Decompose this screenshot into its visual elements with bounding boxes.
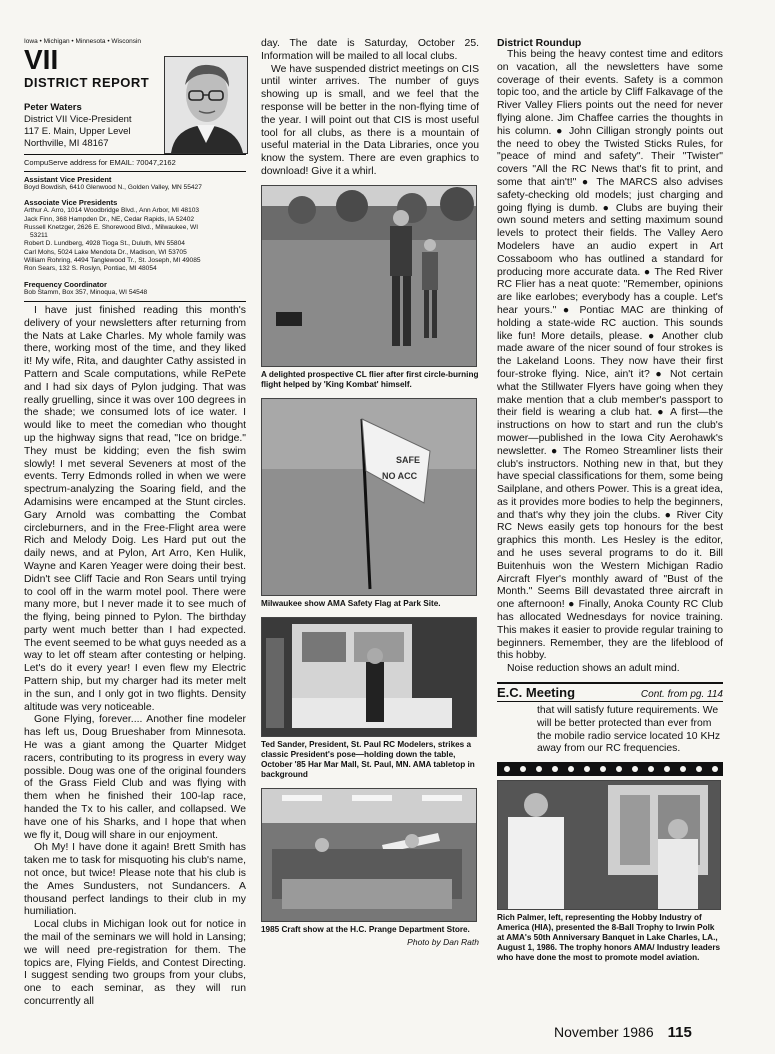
district-number: VII <box>24 44 59 75</box>
photo-caption: Rich Palmer, left, representing the Hobby Industry of America (HIA), presented the 8-Ball Trophy to Irwin Polk at AMA's 50th Anniversary Banquet in Lake Charles, LA., August 1, 1986. The trophy honors AMA/ Industry leaders who have done the most to promote model aviation. <box>497 913 721 963</box>
column-3-body <box>497 49 723 676</box>
associate-line: Jack Finn, 368 Hampden Dr., NE, Cedar Rapids, IA 52402 <box>24 215 195 223</box>
divider <box>24 171 246 172</box>
associate-line: Russell Knetzger, 2626 E. Shorewood Blvd., Milwaukee, WI <box>24 223 199 231</box>
ec-meeting-continued: Cont. from pg. 114 <box>640 689 723 701</box>
vp-name: Peter Waters <box>24 102 82 113</box>
vp-address-1: 117 E. Main, Upper Level <box>24 126 131 137</box>
paragraph: Local clubs in Michigan look out for notice in the mail of the seminars we will hold in Lansing; we will need pre-registration for them. The topics are, Flying Fields, and Contest Directing. I suggest sending two groups from your clubs, one to each seminar, as they will run concurrently all <box>24 919 246 1007</box>
ec-meeting-title: E.C. Meeting <box>497 685 576 701</box>
craft-show-photo <box>261 788 477 922</box>
column-2 <box>261 38 479 947</box>
paragraph: Oh My! I have done it again! Brett Smith has taken me to task for misquoting his club's name, not once, but twice! Please note that his club is the Ames Sundusters, not Sundancers. A thousand perfect landings to their club in my humiliation. <box>24 842 246 918</box>
paragraph: Gone Flying, forever.... Another fine modeler has left us, Doug Brueshaber from Minnesota. He was a giant among the Quarter Midget racers, contributing to its progress in every way possible. Doug was one of the original founders of the Grass Field Club and was flying with them when he finished their 100-lap race, handed the Tx to his caller, and collapsed. We have one of his Sharks, and I hope that when we fly it, Doug will share in our enjoyment. <box>24 714 246 841</box>
column-1 <box>24 38 246 1009</box>
avp-line: Boyd Bowdish, 6410 Glenwood N., Golden Valley, MN 55427 <box>24 184 202 191</box>
column-1-body <box>24 305 246 1009</box>
column-3 <box>497 38 723 971</box>
paragraph: We have suspended district meetings on CIS until winter arrives. The number of guys showing up is small, and we feel that the response will be better in the non-flying time of the year. I will point out that CIS is most useful tool for all clubs, as there is a mountain of useful material in the Data Libraries, once you know the system. There are even graphics to download! Give it a whirl. <box>261 63 479 177</box>
district-report-title: DISTRICT REPORT <box>24 75 150 90</box>
vp-email: CompuServe address for EMAIL: 70047,2162 <box>24 158 176 167</box>
associate-line: Carl Mohs, 5024 Lake Mendota Dr., Madison, WI 53705 <box>24 248 187 256</box>
column-2-body <box>261 38 479 179</box>
district-roundup-heading: District Roundup <box>497 38 582 49</box>
associate-line: Arthur A. Arro, 1014 Woodbridge Blvd., Ann Arbor, MI 48103 <box>24 207 200 215</box>
safety-flag-photo <box>261 398 477 596</box>
flag-text: NO ACC <box>382 470 418 481</box>
ornamental-divider <box>497 762 723 776</box>
page-footer <box>554 1024 692 1041</box>
ec-meeting-bar <box>497 682 723 702</box>
freq-heading: Frequency Coordinator <box>24 279 107 289</box>
freq-line: Bob Stamm, Box 357, Minoqua, WI 54548 <box>24 288 148 296</box>
photo-caption: 1985 Craft show at the H.C. Prange Department Store. <box>261 924 470 934</box>
vp-portrait-photo <box>164 56 248 154</box>
associate-line: Ron Sears, 132 S. Roslyn, Pontiac, MI 48054 <box>24 265 157 273</box>
page-number: 115 <box>667 1024 692 1041</box>
associate-line: William Rohring, 4494 Tanglewood Tr., St. Joseph, MI 49085 <box>24 257 201 265</box>
states-line: Iowa • Michigan • Minnesota • Wisconsin <box>24 38 142 45</box>
issue-date: November 1986 <box>554 1024 654 1040</box>
ec-meeting-body: that will satisfy future requirements. We will be better protected than ever from the mobile radio service located 10 KHz away from our RC frequencies. <box>537 705 721 755</box>
associate-line: 53211 <box>30 232 48 240</box>
flag-text: SAFE <box>396 454 421 465</box>
photo-caption: Milwaukee show AMA Safety Flag at Park Site. <box>261 598 441 608</box>
paragraph: Noise reduction shows an adult mind. <box>507 663 680 675</box>
associates-heading: Associate Vice Presidents <box>24 198 118 208</box>
vp-title: District VII Vice-President <box>24 114 132 125</box>
photo-caption: A delighted prospective CL flier after first circle-burning flight helped by 'King Kombat' himself. <box>261 369 479 389</box>
cl-flier-photo <box>261 185 477 367</box>
divider <box>24 301 246 302</box>
photo-caption: Ted Sander, President, St. Paul RC Modelers, strikes a classic President's pose—holding down the table, October '85 Har Mar Mall, St. Paul, MN. AMA tabletop in background <box>261 739 475 779</box>
hia-trophy-photo <box>497 780 721 910</box>
ted-sander-photo <box>261 617 477 737</box>
photo-credit: Photo by Dan Rath <box>407 936 479 947</box>
paragraph: This being the heavy contest time and editors on vacation, all the newsletters have some coverage of their events. Safety is a common topic too, and the article by Cliff Falkavage of the River Valley Fliers points out the need for never flying alone. Jim Chaffee carries the thoughts in his column. ● John Cilligan strongly points out the need to obey the Twisted Sticks Rules, for "peace of mind and safety". Their "Twister" covers "All the RC News that's fit to print, and some that ain't!" ● The MARCS also advises safety-checking old models; just charging and going flying is dumb. ● Clubs are buying their own sound meters and setting maximum sound levels to protect their fields. The Valley Aero Modelers have an audio expert in Art Cossaboom who has outlined a standard for producing more accurate data. ● The Red River RC Flier has a neat quote: "Remember, opinions are like earlobes; everybody has a couple. Let's hear yours." ● Pontiac MAC are thinking of holding a state-wide RC auction. This sounds like fun! More details, please. ● Another club made aware of the nicer sound of four strokes is the Lakeland Loons. They now have their first four-stroke flying. Nice, ain't it? ● Not certain what the Stillwater Flyers have going when they make mention that a club member's passport to their field is wearing a club hat. ● A first—the instructions on how to start and run the club's mower—published in the Iowa City Aerohawk's newsletter. ● The Romeo Streamliner lists their club's instructors. Nothing new in that, but they have special classifications for them, some being Sailplane, and others Power. This is a great idea, as it provides more bodies to help the beginners, and that's why they join the clubs. ● River City RC News easily gets top honours for the best graphics this month. Les Hesley is the editor, and he uses several programs to do it. Bill Buitenhuis won the Western Michigan Radio Aircraft Flyer's monthly award of "Bust of the Month." Seems Bill devastated three aircraft in one afternoon! ● Finally, Anoka County RC Club has allocated Wednesdays for novice training. This makes it easier to provide regular training to beginners. Remember, they are the lifeblood of this hobby. <box>497 49 723 662</box>
vp-address-2: Northville, MI 48167 <box>24 138 109 149</box>
paragraph: I have just finished reading this month's delivery of your newsletters after returning from the Nats at Lake Charles. My whole family was there, working most of the time, and they liked it! My wife, Rita, and daughter Cathy assisted in Pattern and Scale computations, while RePete and I had six days of Pylon judging. That was really gruelling, since it was over 100 degrees in the shade; we consumed lots of ice water. I would like to meet the comedian who thought up the highway signs that read, "Ice on bridge." They must be kidding; even the fish swim slowly! I met several Seveners at most of the events. Terry Edmonds rolled in when we were spectrum-analyzing the Soaring field, and the Adamisins were encamped at the Stunt circles. Gary Arnold was combatting the Combat circleburners, and in the Free-Flight area were Rich and Melody Doig. Les Hard put out the daily news, and at Pylon, Art Arro, Ken Hulik, Wayne and Karen Yeager were doing their best. Didn't see Cliff Tacie and Ron Sears until trying to cool off in the warm motel pool. There were many more, but I never made it to see much of the flying, being pinned to Pylon. The birthday party went much better than I had expected. The event seemed to be what guys needed as a way to let off steam after contesting or helping. Let's do it every year! I even flew my Electric Pattern ship, but my charger had its meter melt in the sun, and I only got in two flights. Density altitude was very noticeable. <box>24 304 246 713</box>
avp-heading: Assistant Vice President <box>24 175 112 184</box>
divider <box>24 154 246 155</box>
paragraph: day. The date is Saturday, October 25. Information will be mailed to all local clubs. <box>261 38 479 62</box>
associate-line: Robert D. Lundberg, 4928 Tioga St., Duluth, MN 55804 <box>24 240 185 248</box>
